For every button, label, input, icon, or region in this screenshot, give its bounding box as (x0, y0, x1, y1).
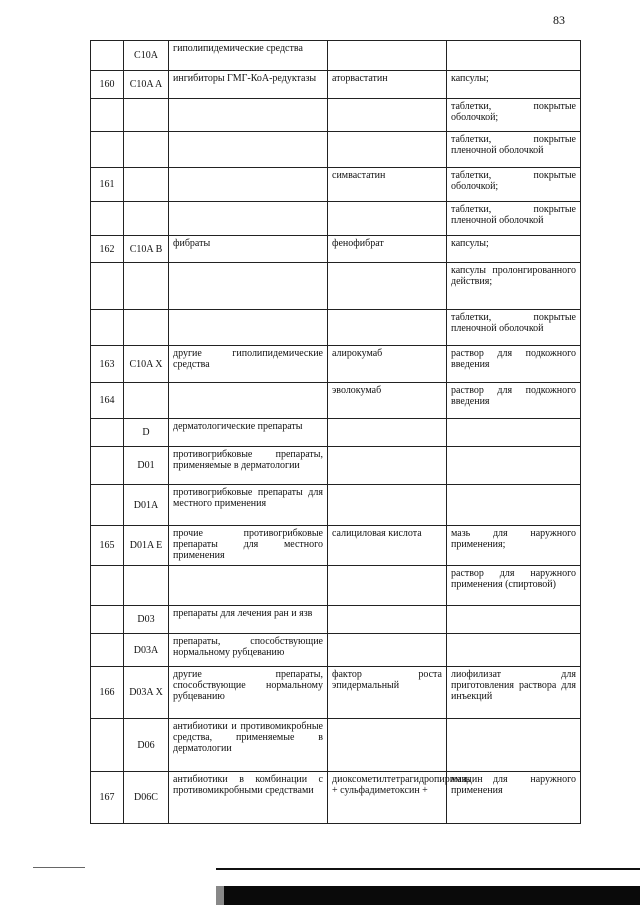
table-row (91, 41, 581, 71)
table-row (91, 346, 581, 383)
atc-code: D06C (124, 772, 169, 824)
atc-code (124, 168, 169, 202)
atc-code: C10A (124, 41, 169, 71)
substance: фактор роста эпидермальный (328, 667, 447, 719)
table-row (91, 99, 581, 132)
atc-group: противогрибковые препараты, применяемые в дерматологии (169, 447, 328, 485)
row-number: 164 (91, 383, 124, 419)
atc-code: D03A X (124, 667, 169, 719)
atc-code (124, 383, 169, 419)
substance (328, 99, 447, 132)
table-row (91, 526, 581, 566)
atc-group: другие препараты, способствующие нормальному рубцеванию (169, 667, 328, 719)
table-row (91, 719, 581, 772)
table-row (91, 383, 581, 419)
atc-group: ингибиторы ГМГ-КоА-редуктазы (169, 71, 328, 99)
substance: салициловая кислота (328, 526, 447, 566)
dosage-form: мазь для наружного применения; (447, 526, 581, 566)
atc-group (169, 168, 328, 202)
row-number (91, 310, 124, 346)
dosage-form: капсулы; (447, 236, 581, 263)
atc-code: C10A B (124, 236, 169, 263)
dosage-form: капсулы; (447, 71, 581, 99)
atc-group: препараты для лечения ран и язв (169, 606, 328, 634)
row-number (91, 99, 124, 132)
table-row (91, 485, 581, 526)
medication-table (90, 40, 581, 824)
substance: эволокумаб (328, 383, 447, 419)
dosage-form: таблетки, покрытые пленочной оболочкой (447, 202, 581, 236)
substance (328, 132, 447, 168)
table-row (91, 667, 581, 719)
substance: диоксометилтетрагидропиримидин + сульфадиметоксин + (328, 772, 447, 824)
table-row (91, 419, 581, 447)
scan-mark-line (33, 867, 85, 868)
substance (328, 719, 447, 772)
atc-group (169, 310, 328, 346)
atc-group: гиполипидемические средства (169, 41, 328, 71)
atc-code: C10A A (124, 71, 169, 99)
atc-group: дерматологические препараты (169, 419, 328, 447)
substance: алирокумаб (328, 346, 447, 383)
row-number (91, 447, 124, 485)
row-number: 165 (91, 526, 124, 566)
dosage-form (447, 485, 581, 526)
dosage-form: таблетки, покрытые пленочной оболочкой (447, 310, 581, 346)
atc-code: D01A (124, 485, 169, 526)
substance (328, 566, 447, 606)
atc-group: препараты, способствующие нормальному рубцеванию (169, 634, 328, 667)
row-number (91, 566, 124, 606)
table-row (91, 236, 581, 263)
table-row (91, 71, 581, 99)
bottom-rule (216, 868, 640, 870)
row-number (91, 719, 124, 772)
row-number (91, 202, 124, 236)
table-row (91, 202, 581, 236)
dosage-form: лиофилизат для приготовления раствора для инъекций (447, 667, 581, 719)
dosage-form: раствор для подкожного введения (447, 346, 581, 383)
atc-code (124, 99, 169, 132)
dosage-form: мазь для наружного применения (447, 772, 581, 824)
substance: фенофибрат (328, 236, 447, 263)
atc-code (124, 202, 169, 236)
dosage-form (447, 606, 581, 634)
dosage-form (447, 419, 581, 447)
atc-code (124, 263, 169, 310)
atc-code (124, 132, 169, 168)
row-number: 166 (91, 667, 124, 719)
atc-code: D03 (124, 606, 169, 634)
substance: симвастатин (328, 168, 447, 202)
atc-group (169, 99, 328, 132)
substance (328, 263, 447, 310)
atc-group (169, 383, 328, 419)
atc-group: антибиотики и противомикробные средства, применяемые в дерматологии (169, 719, 328, 772)
atc-group (169, 263, 328, 310)
table-row (91, 566, 581, 606)
page-number: 83 (553, 13, 565, 27)
row-number: 161 (91, 168, 124, 202)
row-number: 160 (91, 71, 124, 99)
table-row (91, 772, 581, 824)
substance (328, 485, 447, 526)
table-row (91, 606, 581, 634)
row-number (91, 41, 124, 71)
row-number: 163 (91, 346, 124, 383)
dosage-form: таблетки, покрытые оболочкой; (447, 99, 581, 132)
dosage-form: капсулы пролонгированного действия; (447, 263, 581, 310)
atc-group: противогрибковые препараты для местного применения (169, 485, 328, 526)
atc-group: фибраты (169, 236, 328, 263)
row-number (91, 634, 124, 667)
substance (328, 41, 447, 71)
scan-edge-bar (216, 886, 640, 905)
atc-group: антибиотики в комбинации с противомикробными средствами (169, 772, 328, 824)
row-number (91, 606, 124, 634)
table-row (91, 132, 581, 168)
scan-edge-notch (216, 886, 224, 905)
dosage-form (447, 719, 581, 772)
substance (328, 419, 447, 447)
substance (328, 634, 447, 667)
substance (328, 202, 447, 236)
row-number: 162 (91, 236, 124, 263)
atc-code (124, 566, 169, 606)
atc-code: D01A E (124, 526, 169, 566)
dosage-form (447, 634, 581, 667)
atc-group (169, 566, 328, 606)
table-row (91, 447, 581, 485)
dosage-form: раствор для подкожного введения (447, 383, 581, 419)
atc-group (169, 132, 328, 168)
row-number (91, 419, 124, 447)
atc-code: D03A (124, 634, 169, 667)
atc-code: C10A X (124, 346, 169, 383)
atc-group: прочие противогрибковые препараты для местного применения (169, 526, 328, 566)
row-number: 167 (91, 772, 124, 824)
row-number (91, 485, 124, 526)
atc-code: D (124, 419, 169, 447)
substance (328, 310, 447, 346)
dosage-form (447, 447, 581, 485)
atc-code: D01 (124, 447, 169, 485)
atc-code (124, 310, 169, 346)
dosage-form: таблетки, покрытые оболочкой; (447, 168, 581, 202)
dosage-form: таблетки, покрытые пленочной оболочкой (447, 132, 581, 168)
atc-code: D06 (124, 719, 169, 772)
row-number (91, 263, 124, 310)
atc-group (169, 202, 328, 236)
table-row (91, 634, 581, 667)
table-row (91, 263, 581, 310)
substance: аторвастатин (328, 71, 447, 99)
substance (328, 447, 447, 485)
dosage-form: раствор для наружного применения (спиртовой) (447, 566, 581, 606)
row-number (91, 132, 124, 168)
dosage-form (447, 41, 581, 71)
table-row (91, 310, 581, 346)
substance (328, 606, 447, 634)
atc-group: другие гиполипидемические средства (169, 346, 328, 383)
table-row (91, 168, 581, 202)
